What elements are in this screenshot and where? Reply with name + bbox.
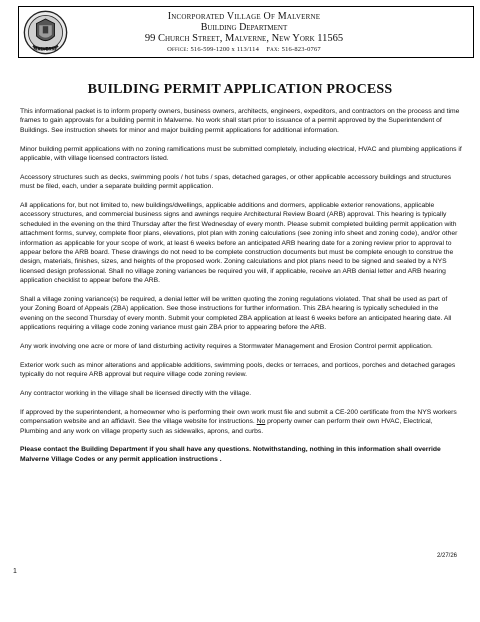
office-phone: 516-599-1200 x 113/114 — [190, 46, 260, 53]
paragraph-contractor-license: Any contractor working in the village shall be licensed directly with the village. — [20, 390, 252, 398]
page-number: 1 — [13, 568, 17, 575]
seal-text: MALVERNE — [33, 46, 58, 52]
paragraph-exterior-work: Exterior work such as minor alterations and applicable additions, swimming pools, decks or terraces, and porticos, porches and detached garages typically do not require ARB approval but require village code zoning review. — [20, 361, 456, 379]
department-name: Building Department — [200, 22, 288, 33]
fax-label: Fax: — [266, 46, 280, 53]
revision-date: 2/27/26 — [437, 553, 458, 559]
paragraph-minor-permits: Minor building permit applications with no zoning ramifications must be submitted completely, including electrical, HVAC and plumbing applications if applicable, with village licensed contractors listed. — [20, 145, 462, 163]
ce200-underlined-no: No — [256, 418, 266, 426]
document-body — [20, 107, 462, 474]
paragraph-stormwater: Any work involving one acre or more of land disturbing activity requires a Stormwater Management and Erosion Control permit application. — [20, 343, 433, 351]
street-address: 99 Church Street, Malverne, New York 11565 — [144, 33, 344, 44]
ce200-text-part2: property owner can perform their own HVAC, Electrical, Plumbing and any work on village property such as sidewalks, aprons, and curbs. — [20, 418, 433, 435]
paragraph-closing-notice: Please contact the Building Department if you shall have any questions. Notwithstanding, nothing in this information shall override Malverne Village Codes or any permit application instructions . — [20, 446, 441, 463]
paragraph-intro: This informational packet is to inform property owners, business owners, architects, engineers, expeditors, and contractors on the process and time frames to gain approvals for a building permit in Malverne. No work shall start prior to issuance of a permit approved by the Superintendent of Buildings. See instruction sheets for minor and major building permit applications for additional information. — [20, 108, 460, 134]
contact-line — [79, 45, 409, 54]
letterhead-box — [18, 6, 474, 58]
paragraph-zba-variance: Shall a village zoning variance(s) be required, a denial letter will be written quoting the zoning regulations violated. That shall be used as part of your Zoning Board of Appeals (ZBA) application. See those instructions for further information. This ZBA hearing is typically scheduled in the evening on the second Thursday of every month. Submit your completed ZBA application at least 6 weeks before an anticipated hearing date. All applications requiring a village code zoning variance must gain ZBA prior to appearing before the ARB. — [20, 296, 452, 332]
paragraph-arb-approval: All applications for, but not limited to, new buildings/dwellings, applicable additions and dormers, applicable exterior renovations, applicable accessory structures, and commercial business signs and awnings require Architectural Review Board (ARB) approval. This hearing is typically scheduled in the evening on the third Thursday after the first Wednesday of every month. Please submit completed building permit application with attachment forms, survey, complete floor plans, elevations, plot plan with zoning calculations (see zoning info sheet and zoning code), and/or other information as applicable for your scope of work, at least 6 weeks before an anticipated ARB hearing date for a zoning review prior to approval to appear before the ARB board. These drawings do not need to be complete construction documents but must be complete enough to construe the design, materials, finishes, sizes, and heights of the proposed work. Zoning calculations and plot plans need to be signed and sealed by a NYS licensed design professional. Shall no village zoning variances be required you will, if applicable, receive an ARB denial letter and ARB hearing application checklist to appear before the ARB. — [20, 202, 458, 285]
ce200-text-part1: If approved by the superintendent, a homeowner who is performing their own work must file and submit a CE-200 certificate from the NYS workers compensation website and an affidavit. See the village website for instructions. — [20, 408, 457, 426]
document-title: BUILDING PERMIT APPLICATION PROCESS — [87, 82, 393, 97]
office-label: Office: — [167, 46, 189, 53]
village-name: Incorporated Village Of Malverne — [167, 11, 321, 22]
paragraph-accessory-structures: Accessory structures such as decks, swimming pools / hot tubs / spas, detached garages, or other applicable accessory buildings and structures must be filed, each, under a separate building permit application. — [20, 173, 452, 191]
fax-number: 516-823-0767 — [281, 46, 321, 53]
letterhead-text — [79, 11, 409, 54]
paragraph-homeowner-ce200 — [20, 408, 462, 436]
village-seal-icon — [23, 10, 68, 55]
